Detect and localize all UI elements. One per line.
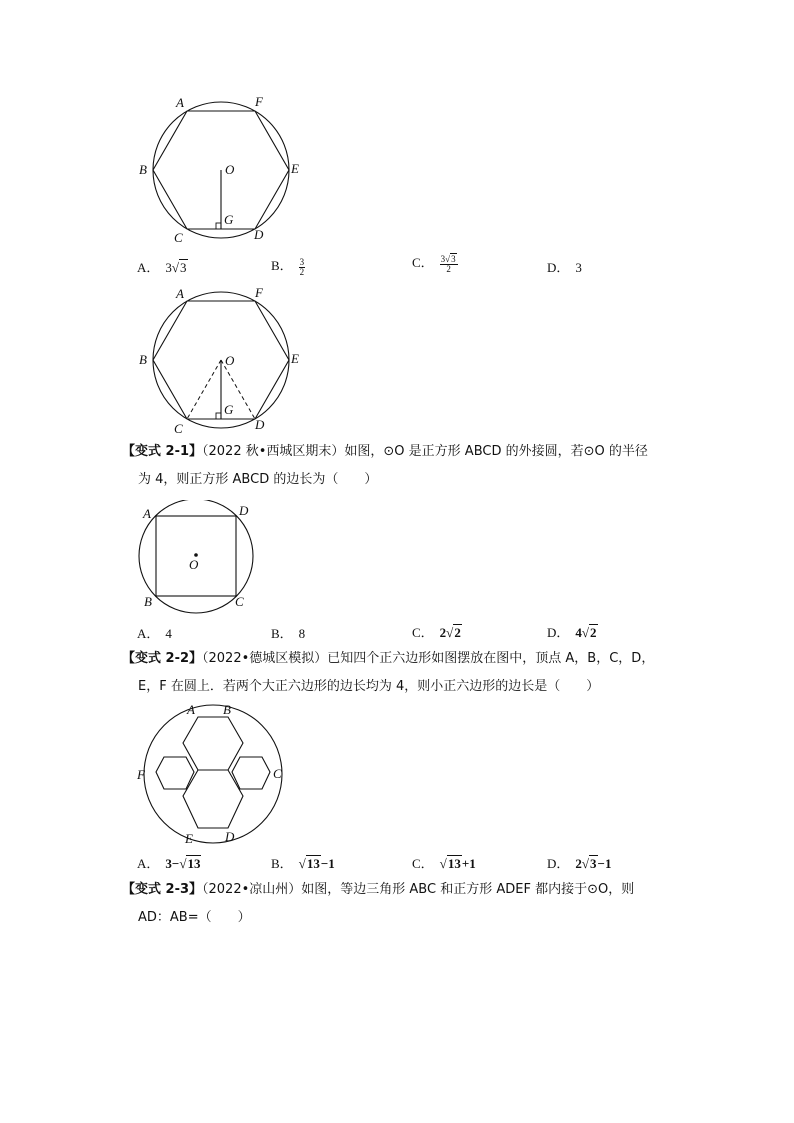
label-F: F: [137, 767, 145, 782]
option-b[interactable]: B． $\frac{3}{2}$: [271, 256, 305, 277]
label-O: O: [225, 162, 235, 177]
label-D: D: [255, 417, 265, 432]
label-B: B: [223, 702, 231, 717]
label-C: C: [273, 766, 282, 781]
question-2-2-line2: E，F 在圆上．若两个大正六边形的边长均为 4，则小正六边形的边长是（ ）: [138, 679, 600, 694]
label-F: F: [255, 94, 263, 109]
label-A: A: [143, 506, 151, 521]
option-c[interactable]: C． √13+1: [412, 856, 476, 871]
figure-hexagon-1: [130, 90, 310, 250]
option-a[interactable]: A． 3√3: [137, 260, 187, 275]
option-a[interactable]: A． 3−√13: [137, 856, 201, 871]
label-E: E: [291, 351, 299, 366]
option-d[interactable]: D． 2√3−1: [547, 856, 612, 871]
label-C: C: [235, 594, 244, 609]
label-B: B: [139, 352, 147, 367]
label-C: C: [174, 230, 183, 245]
option-b[interactable]: B． 8: [271, 626, 306, 641]
figure-square-circle: [130, 500, 270, 615]
question-2-3-line1: 【变式 2-3】（2022•凉山州）如图，等边三角形 ABC 和正方形 ADEF 都内接于⊙O，则: [122, 882, 635, 897]
figure-hexagon-2: [130, 280, 310, 440]
figure-four-hexagons: [130, 700, 300, 850]
option-d[interactable]: D． 3: [547, 260, 582, 275]
question-2-1: [122, 438, 692, 494]
question-2-1-line2: 为 4，则正方形 ABCD 的边长为（ ）: [138, 472, 378, 487]
label-O: O: [225, 353, 235, 368]
question-2-2: [122, 645, 692, 701]
label-C: C: [174, 421, 183, 436]
label-D: D: [239, 503, 249, 518]
label-B: B: [144, 594, 152, 609]
label-A: A: [176, 286, 184, 301]
label-G: G: [224, 402, 234, 417]
question-2-3: [122, 876, 692, 932]
question-2-1-line1: 【变式 2-1】（2022 秋•西城区期末）如图，⊙O 是正方形 ABCD 的外接圆，若⊙O 的半径: [122, 444, 648, 459]
label-D: D: [254, 227, 264, 242]
label-B: B: [139, 162, 147, 177]
label-F: F: [255, 285, 263, 300]
label-E: E: [291, 161, 299, 176]
question-2-2-line1: 【变式 2-2】（2022•德城区模拟）已知四个正六边形如图摆放在图中，顶点 A，B，C，D，: [122, 651, 655, 666]
option-c[interactable]: C． 2√2: [412, 625, 461, 640]
label-D: D: [225, 829, 235, 844]
option-d[interactable]: D． 4√2: [547, 625, 597, 640]
label-O: O: [189, 557, 199, 572]
label-A: A: [187, 702, 195, 717]
question-2-3-line2: AD：AB=（ ）: [138, 910, 251, 925]
option-a[interactable]: A． 4: [137, 626, 172, 641]
option-b[interactable]: B． √13−1: [271, 856, 335, 871]
label-E: E: [185, 831, 193, 846]
label-A: A: [176, 95, 184, 110]
option-c[interactable]: C． $\frac{3√3}{2}$: [412, 253, 456, 274]
label-G: G: [224, 212, 234, 227]
